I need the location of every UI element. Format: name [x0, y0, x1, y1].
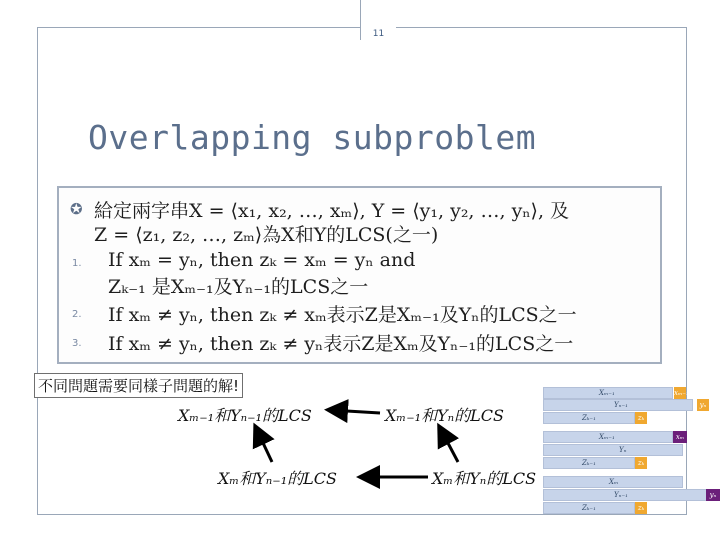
item-2-line: If xₘ ≠ yₙ, then zₖ ≠ xₘ表示Z是Xₘ₋₁及Yₙ的LCS之一 — [108, 304, 577, 326]
table-tag: zₖ — [635, 457, 647, 469]
intro-line-2: Z = ⟨z₁, z₂, …, zₘ⟩為X和Y的LCS(之一) — [94, 224, 439, 246]
item-number-3: 3. — [72, 338, 82, 349]
table-tag: zₖ — [635, 502, 647, 514]
item-1-line-1: If xₘ = yₙ, then zₖ = xₘ = yₙ and — [108, 249, 416, 271]
table-tag: yₙ — [697, 399, 709, 411]
table-tag: xₘ — [673, 431, 687, 443]
table-row: Zₖ₋₁ — [543, 412, 635, 424]
item-number-1: 1. — [72, 258, 82, 269]
page-number: 11 — [361, 26, 396, 44]
table-row: Xₘ₋₁ — [543, 387, 673, 399]
item-1-line-2: Zₖ₋₁ 是Xₘ₋₁及Yₙ₋₁的LCS之一 — [108, 276, 369, 298]
table-row: Zₖ₋₁ — [543, 457, 635, 469]
intro-line-1: 給定兩字串X = ⟨x₁, x₂, …, xₘ⟩, Y = ⟨y₁, y₂, …, yₙ⟩, 及 — [94, 200, 570, 222]
note-callout: 不同問題需要同樣子問題的解! — [34, 373, 243, 398]
node-top-right: Xₘ₋₁和Yₙ的LCS — [385, 406, 504, 425]
table-row: Yₙ₋₁ — [543, 399, 693, 411]
slide-title: Overlapping subproblem — [88, 118, 537, 157]
node-bottom-left: Xₘ和Yₙ₋₁的LCS — [218, 469, 337, 488]
table-row: Zₖ₋₁ — [543, 502, 635, 514]
node-top-left: Xₘ₋₁和Yₙ₋₁的LCS — [178, 406, 312, 425]
table-tag: yₙ — [706, 489, 720, 501]
table-row: Yₙ₋₁ — [543, 489, 708, 501]
node-bottom-right: Xₘ和Yₙ的LCS — [432, 469, 537, 488]
table-row: Xₘ₋₁ — [543, 431, 673, 443]
table-row: Xₘ — [543, 476, 683, 488]
table-tag: zₖ — [635, 412, 647, 424]
item-3-line: If xₘ ≠ yₙ, then zₖ ≠ yₙ表示Z是Xₘ及Yₙ₋₁的LCS之一 — [108, 333, 574, 355]
table-tag: xₘ₋₁ — [674, 389, 689, 397]
table-row: Yₙ — [543, 444, 683, 456]
item-number-2: 2. — [72, 309, 82, 320]
arrow-top — [330, 410, 380, 413]
arrow-left-up — [256, 428, 272, 462]
arrow-right-up — [440, 428, 458, 462]
gear-bullet-icon: ✪ — [70, 200, 83, 218]
